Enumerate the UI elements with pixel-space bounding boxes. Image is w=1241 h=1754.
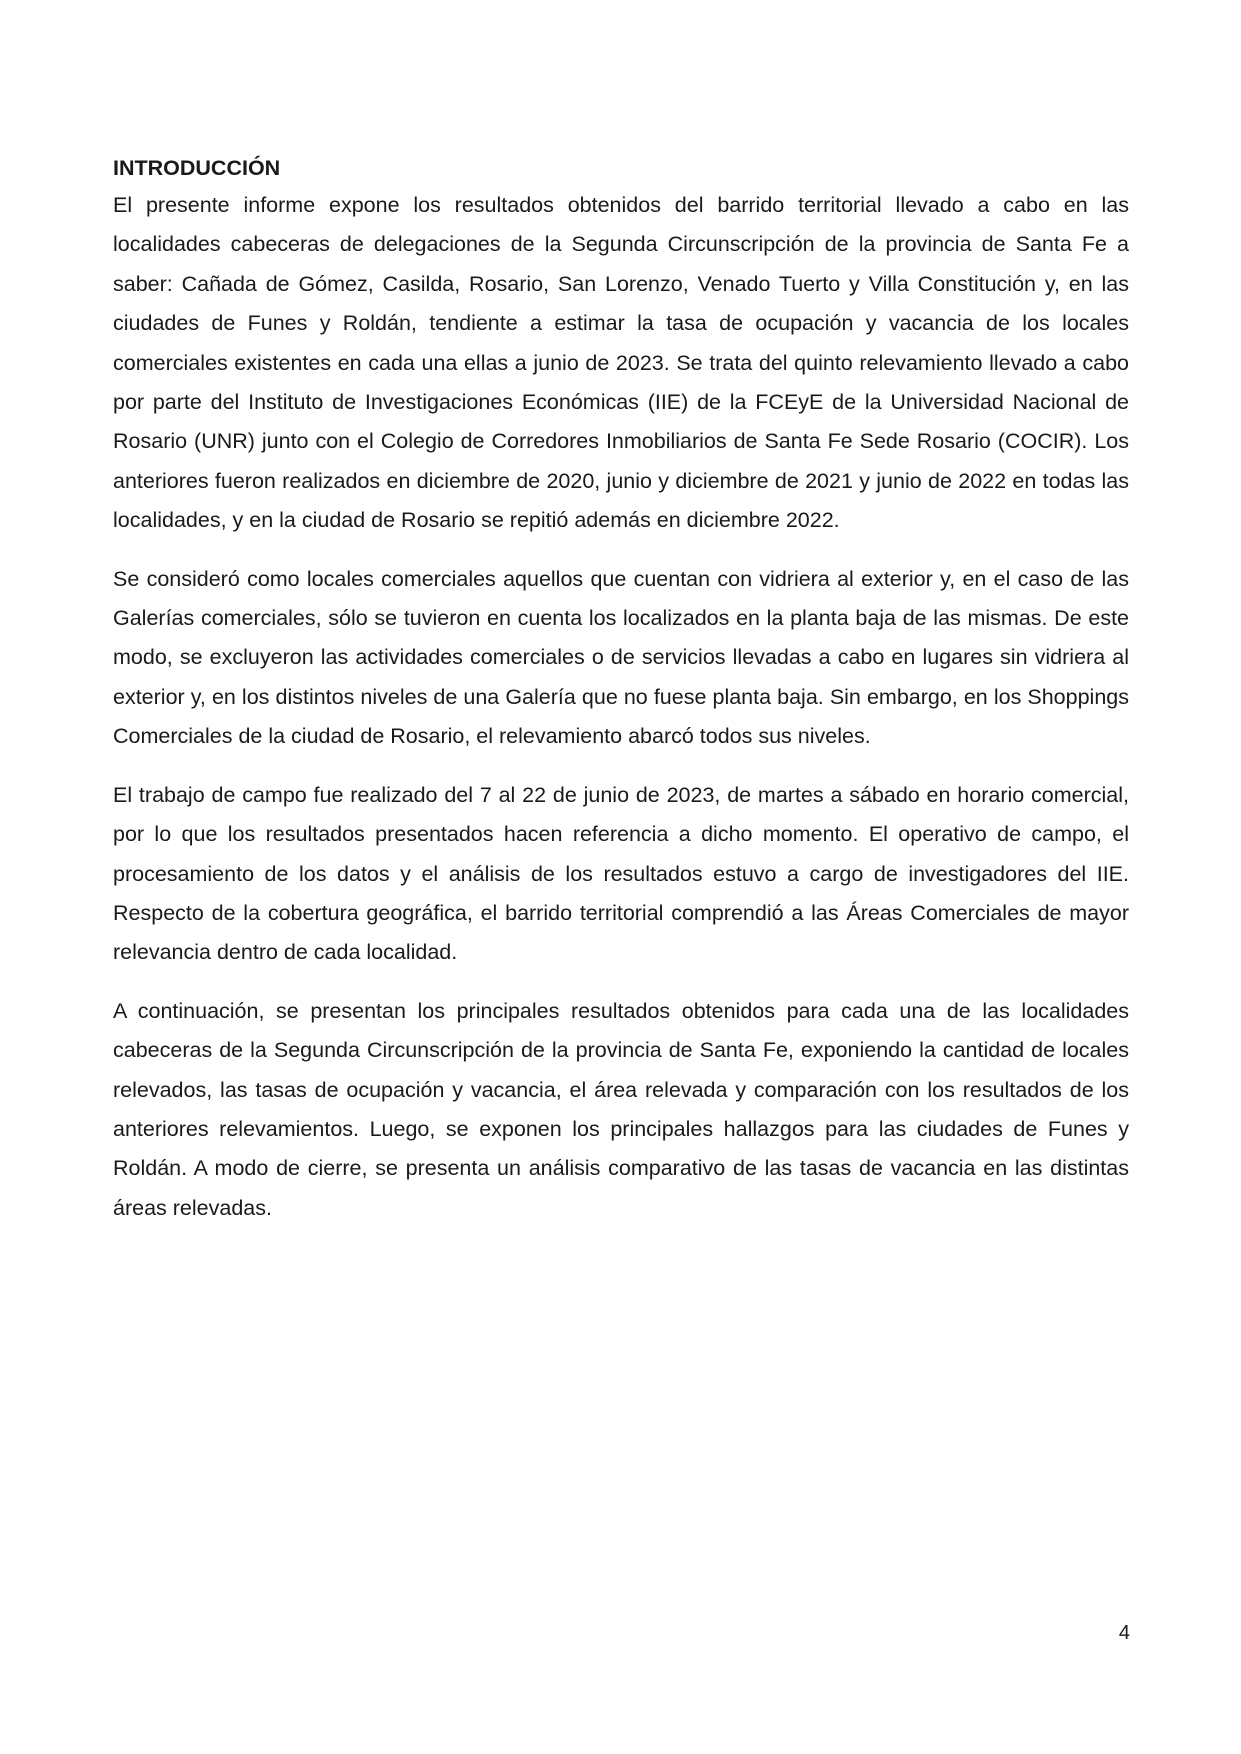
page-number: 4 [1118, 1622, 1130, 1644]
paragraph-3: El trabajo de campo fue realizado del 7 al 22 de junio de 2023, de martes a sábado en horario comercial, por lo que los resultados presentados hacen referencia a dicho momento. El operativo de campo, el procesamiento de los datos y el análisis de los resultados estuvo a cargo de investigadores del IIE. Respecto de la cobertura geográfica, el barrido territorial comprendió a las Áreas Comerciales de mayor relevancia dentro de cada localidad. [113, 782, 1129, 965]
document-page [113, 150, 1129, 1247]
paragraph-1: El presente informe expone los resultados obtenidos del barrido territorial llevado a cabo en las localidades cabeceras de delegaciones de la Segunda Circunscripción de la provincia de Santa Fe a saber: Cañada de Gómez, Casilda, Rosario, San Lorenzo, Venado Tuerto y Villa Constitución y, en las ciudades de Funes y Roldán, tendiente a estimar la tasa de ocupación y vacancia de los locales comerciales existentes en cada una ellas a junio de 2023. Se trata del quinto relevamiento llevado a cabo por parte del Instituto de Investigaciones Económicas (IIE) de la FCEyE de la Universidad Nacional de Rosario (UNR) junto con el Colegio de Corredores Inmobiliarios de Santa Fe Sede Rosario (COCIR). Los anteriores fueron realizados en diciembre de 2020, junio y diciembre de 2021 y junio de 2022 en todas las localidades, y en la ciudad de Rosario se repitió además en diciembre 2022. [113, 193, 1129, 533]
section-heading: INTRODUCCIÓN [113, 156, 281, 180]
paragraph-4: A continuación, se presentan los principales resultados obtenidos para cada una de las localidades cabeceras de la Segunda Circunscripción de la provincia de Santa Fe, exponiendo la cantidad de locales relevados, las tasas de ocupación y vacancia, el área relevada y comparación con los resultados de los anteriores relevamientos. Luego, se exponen los principales hallazgos para las ciudades de Funes y Roldán. A modo de cierre, se presenta un análisis comparativo de las tasas de vacancia en las distintas áreas relevadas. [113, 998, 1129, 1220]
paragraph-2: Se consideró como locales comerciales aquellos que cuentan con vidriera al exterior y, en el caso de las Galerías comerciales, sólo se tuvieron en cuenta los localizados en la planta baja de las mismas. De este modo, se excluyeron las actividades comerciales o de servicios llevadas a cabo en lugares sin vidriera al exterior y, en los distintos niveles de una Galería que no fuese planta baja. Sin embargo, en los Shoppings Comerciales de la ciudad de Rosario, el relevamiento abarcó todos sus niveles. [113, 566, 1129, 749]
